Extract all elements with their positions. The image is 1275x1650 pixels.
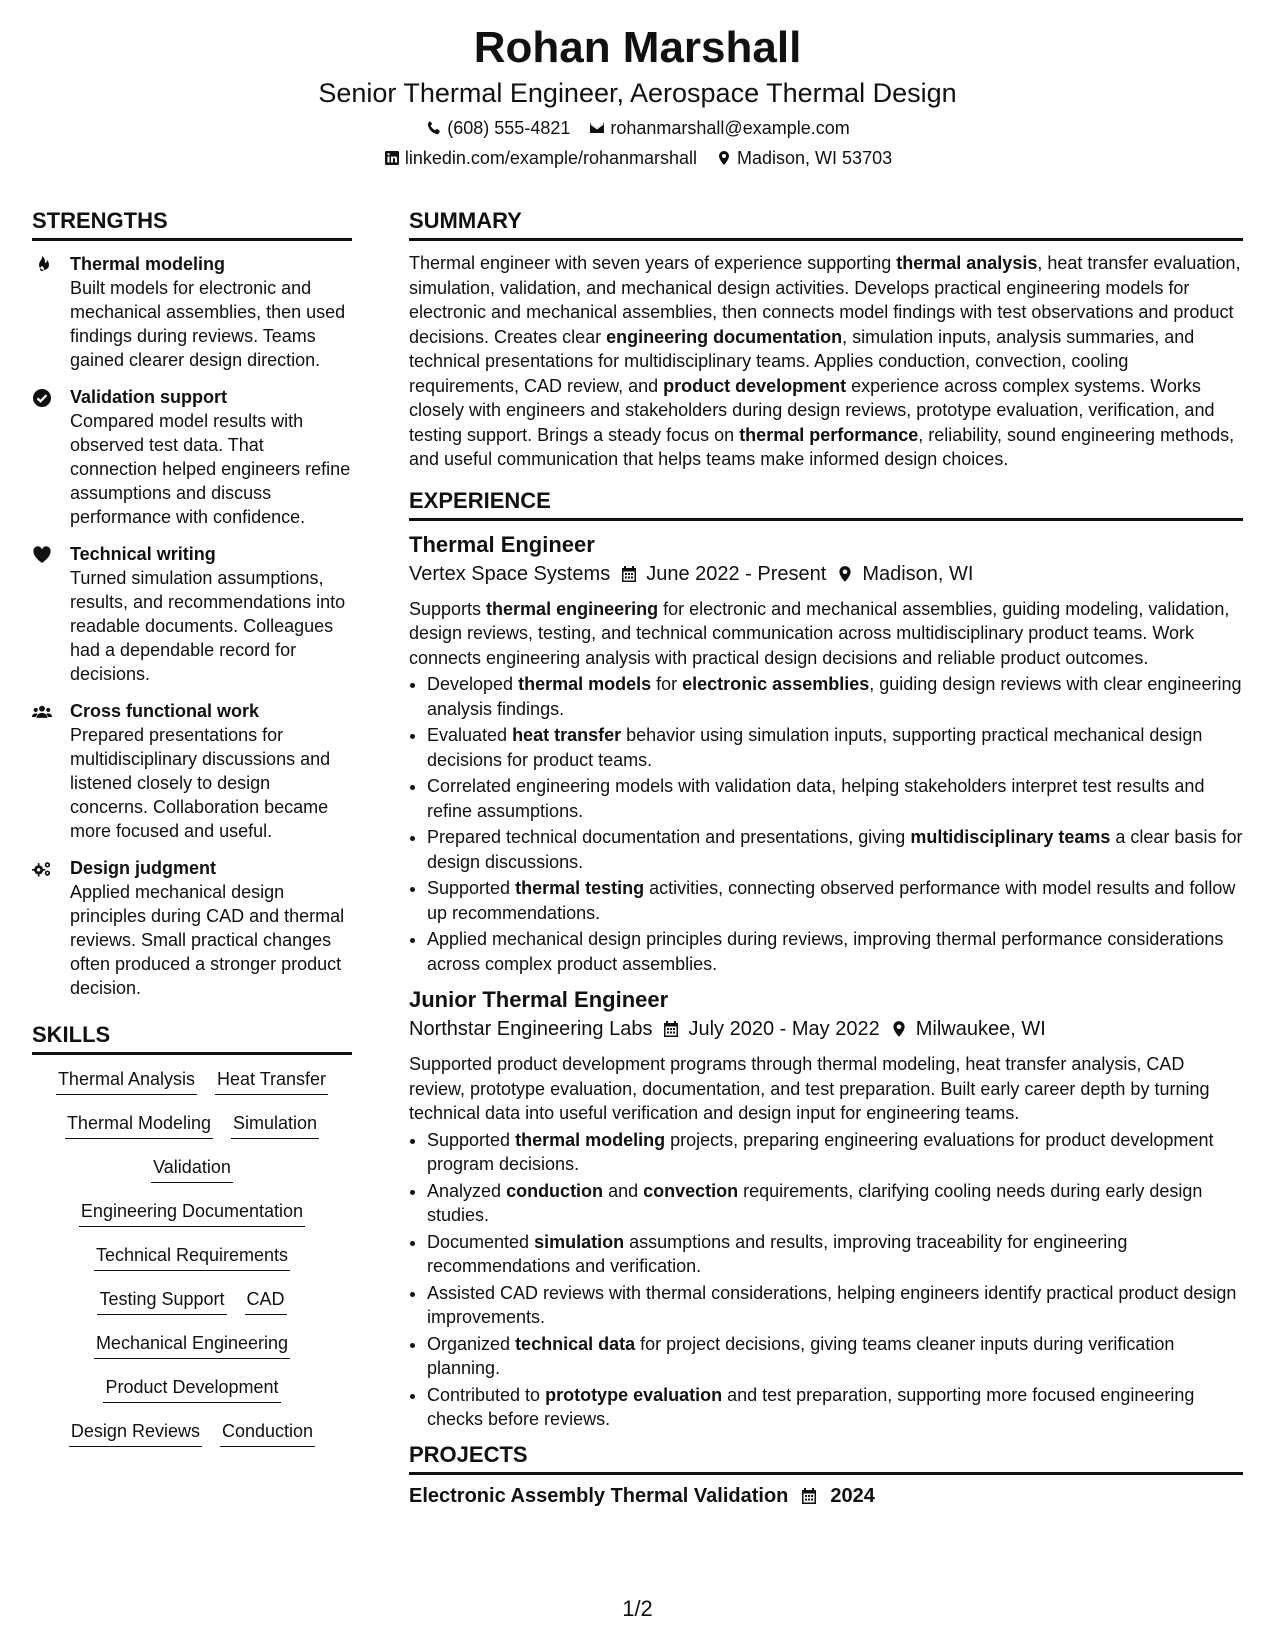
text-segment: and test preparation, supporting more focused engineering checks before reviews. (427, 1384, 1195, 1429)
email-text: rohanmarshall@example.com (610, 118, 850, 138)
heart-icon (32, 543, 70, 686)
skill-row (97, 1287, 286, 1315)
skill-row (69, 1419, 315, 1447)
bold-text: thermal modeling (515, 1129, 666, 1150)
text-segment: assumptions and results, improving traceability for engineering recommendations and verification. (427, 1231, 1128, 1276)
bold-text: thermal testing (515, 878, 645, 898)
text-segment: a clear basis for design discussions. (427, 827, 1243, 872)
job-bullet (427, 927, 1243, 976)
skill-tag: Testing Support (97, 1287, 226, 1315)
text-segment: Evaluated (427, 725, 513, 745)
left-column (32, 208, 352, 1447)
text-segment: Thermal engineer with seven years of experience supporting (409, 253, 897, 273)
skill-tag: CAD (245, 1287, 287, 1315)
flame-icon (32, 253, 70, 372)
strength-item (32, 543, 352, 686)
strength-title: Design judgment (70, 858, 217, 878)
job-location-text: Madison, WI (862, 562, 974, 585)
skill-tag: Technical Requirements (94, 1243, 290, 1271)
job-bullet (427, 1230, 1243, 1279)
text-segment: projects, preparing engineering evaluations for product development program decisions. (427, 1129, 1214, 1174)
text-segment: Contributed to (427, 1384, 546, 1405)
text-segment: Assisted CAD reviews with thermal considerations, helping engineers identify practical product design improvements. (427, 1282, 1237, 1327)
calendar-icon (662, 1020, 680, 1038)
text-segment: , simulation inputs, analysis summaries, and technical presentations for multidisciplinary teams. Applies conduction, convection, cooling requirements, CAD review, and (409, 326, 1195, 396)
job-bullet (427, 876, 1243, 925)
job-entry (409, 531, 1243, 977)
text-segment: , reliability, sound engineering methods, and useful communication that helps teams make informed design choices. (409, 424, 1235, 469)
bold-text: heat transfer (512, 725, 622, 745)
linkedin-icon (383, 149, 401, 167)
project-entry (409, 1485, 1243, 1508)
strength-title: Technical writing (70, 544, 216, 564)
text-segment: Correlated engineering models with validation data, helping stakeholders interpret test results and refine assumptions. (427, 776, 1205, 821)
job-intro (409, 1052, 1243, 1126)
strength-body (70, 543, 352, 686)
job-bullet (427, 1179, 1243, 1228)
text-segment: Analyzed (427, 1180, 507, 1201)
job-dates (662, 1016, 879, 1042)
strength-body (70, 253, 352, 372)
envelope-icon (588, 119, 606, 137)
experience-heading: EXPERIENCE (409, 488, 1243, 521)
linkedin-contact[interactable] (383, 146, 697, 170)
bold-text: thermal models (518, 674, 652, 694)
text-segment: Supported product development programs through thermal modeling, heat transfer analysis, CAD review, prototype evaluation, documentation, and test preparation. Built early career depth by turning technical data into useful verification and design input for engineering teams. (409, 1054, 1210, 1123)
skill-tag: Validation (151, 1155, 233, 1183)
text-segment: for project decisions, giving teams cleaner inputs during verification planning. (427, 1333, 1175, 1378)
bold-text: conduction (506, 1180, 604, 1201)
map-pin-icon (836, 565, 854, 583)
job-location-text: Milwaukee, WI (915, 1018, 1046, 1040)
skill-tag: Design Reviews (69, 1419, 202, 1447)
candidate-headline: Senior Thermal Engineer, Aerospace Thermal Design (318, 78, 957, 108)
bold-text: engineering documentation (606, 326, 843, 347)
gears-icon (32, 857, 70, 1000)
skill-tag: Product Development (103, 1375, 280, 1403)
job-title: Junior Thermal Engineer (409, 987, 669, 1012)
resume-header (0, 0, 1275, 170)
text-segment: activities, connecting observed performance with model results and follow up recommendations. (427, 878, 1236, 923)
strengths-list (32, 253, 352, 1000)
text-segment: Supports (409, 598, 487, 619)
job-dates (620, 561, 826, 587)
bold-text: product development (663, 375, 847, 396)
strength-description: Applied mechanical design principles during CAD and thermal reviews. Small practical changes often produced a stronger product decision. (70, 882, 345, 998)
strength-title: Validation support (70, 387, 228, 407)
text-segment: Supported (427, 878, 516, 898)
bold-text: electronic assemblies (682, 674, 870, 694)
job-title: Thermal Engineer (409, 531, 595, 557)
users-icon (32, 700, 70, 843)
job-location (836, 561, 973, 587)
text-segment: and (603, 1180, 644, 1201)
project-title: Electronic Assembly Thermal Validation (409, 1484, 789, 1507)
strength-body (70, 700, 352, 843)
right-column (409, 208, 1243, 1508)
job-company: Vertex Space Systems (409, 562, 611, 585)
strength-item (32, 386, 352, 529)
strength-item (32, 857, 352, 1000)
text-segment: Supported (427, 1129, 516, 1150)
text-segment: , guiding design reviews with clear engineering analysis findings. (427, 674, 1242, 719)
phone-text: (608) 555-4821 (447, 118, 571, 138)
job-dates-text: July 2020 - May 2022 (688, 1018, 880, 1040)
job-bullets (409, 672, 1243, 976)
skill-tag: Conduction (220, 1419, 315, 1447)
experience-list (409, 531, 1243, 1432)
bold-text: prototype evaluation (545, 1384, 723, 1405)
location-contact (715, 146, 892, 170)
strength-item (32, 253, 352, 372)
text-segment: for electronic and mechanical assemblies, guiding modeling, validation, design reviews, testing, and technical communication across multidisciplinary product teams. Work connects engineering analysis with practical design decisions and reliable product outcomes. (409, 598, 1230, 668)
candidate-name: Rohan Marshall (473, 23, 802, 72)
strength-description: Compared model results with observed test data. That connection helped engineers refine assumptions and discuss performance with confidence. (70, 411, 351, 527)
bold-text: convection (643, 1180, 739, 1201)
phone-contact (425, 116, 570, 140)
skill-row (151, 1155, 233, 1183)
skill-tag: Simulation (231, 1111, 319, 1139)
text-segment: , heat transfer evaluation, simulation, validation, and mechanical design activities. Develops practical engineering models for electronic and mechanical assemblies, then connects model findings with test observations and product decisions. Creates clear (409, 253, 1241, 347)
contact-row-2 (0, 146, 1275, 170)
job-bullet (427, 723, 1243, 772)
skill-tag: Thermal Modeling (65, 1111, 213, 1139)
bold-text: multidisciplinary teams (910, 827, 1111, 847)
strength-body (70, 386, 352, 529)
job-bullet (427, 1281, 1243, 1330)
projects-list (409, 1485, 1243, 1508)
text-segment: Developed (427, 674, 519, 694)
text-segment: Applied mechanical design principles during reviews, improving thermal performance considerations across complex product assemblies. (427, 929, 1224, 974)
project-year: 2024 (830, 1484, 875, 1507)
strength-description: Turned simulation assumptions, results, and recommendations into readable documents. Colleagues had a dependable record for decisions. (70, 568, 346, 684)
skill-tag: Thermal Analysis (56, 1067, 197, 1095)
check-circle-icon (32, 386, 70, 529)
job-bullet (427, 774, 1243, 823)
contact-row-1 (0, 116, 1275, 140)
bold-text: thermal engineering (486, 598, 659, 619)
bold-text: thermal analysis (896, 253, 1038, 273)
strength-description: Prepared presentations for multidisciplinary discussions and listened closely to design concerns. Collaboration became more focused and useful. (70, 725, 331, 841)
email-contact[interactable] (588, 116, 849, 140)
skills-heading: SKILLS (32, 1022, 352, 1055)
job-company: Northstar Engineering Labs (409, 1018, 653, 1040)
calendar-icon (800, 1487, 818, 1505)
skill-tag: Heat Transfer (215, 1067, 328, 1095)
strength-description: Built models for electronic and mechanical assemblies, then used findings during reviews. Teams gained clearer design direction. (70, 278, 346, 370)
strength-item (32, 700, 352, 843)
skill-row (56, 1067, 328, 1095)
linkedin-text: linkedin.com/example/rohanmarshall (404, 148, 698, 168)
skill-row (103, 1375, 280, 1403)
map-pin-icon (715, 149, 733, 167)
skill-row (79, 1199, 305, 1227)
text-segment: experience across complex systems. Works closely with engineers and stakeholders during design reviews, prototype evaluation, verification, and testing support. Brings a steady focus on (409, 375, 1215, 445)
projects-heading: PROJECTS (409, 1442, 1243, 1475)
text-segment: Prepared technical documentation and presentations, giving (427, 827, 911, 847)
job-bullet (427, 1383, 1243, 1432)
location-text: Madison, WI 53703 (737, 148, 893, 168)
job-bullet (427, 825, 1243, 874)
bold-text: simulation (534, 1231, 625, 1252)
page-number: 1/2 (622, 1596, 653, 1621)
map-pin-icon (890, 1020, 908, 1038)
text-segment: behavior using simulation inputs, supporting practical mechanical design decisions for product teams. (427, 725, 1203, 770)
strength-body (70, 857, 352, 1000)
bold-text: technical data (515, 1333, 636, 1354)
skill-row (65, 1111, 319, 1139)
job-dates-text: June 2022 - Present (646, 562, 827, 585)
skill-tag: Mechanical Engineering (94, 1331, 290, 1359)
text-segment: Organized (427, 1333, 516, 1354)
text-segment: requirements, clarifying cooling needs during early design studies. (427, 1180, 1203, 1225)
strength-title: Cross functional work (70, 701, 260, 721)
summary-heading: SUMMARY (409, 208, 1243, 241)
job-entry (409, 986, 1243, 1432)
skills-list (32, 1067, 352, 1447)
text-segment: for (651, 674, 683, 694)
skill-row (94, 1243, 290, 1271)
job-meta (409, 561, 1243, 587)
strengths-heading: STRENGTHS (32, 208, 352, 241)
job-bullet (427, 1128, 1243, 1177)
job-bullet (427, 1332, 1243, 1381)
skill-row (94, 1331, 290, 1359)
skill-tag: Engineering Documentation (79, 1199, 305, 1227)
summary-text (409, 251, 1243, 472)
job-meta (409, 1016, 1243, 1042)
calendar-icon (620, 565, 638, 583)
job-bullets (409, 1128, 1243, 1432)
job-bullet (427, 672, 1243, 721)
strength-title: Thermal modeling (70, 254, 226, 274)
job-location (890, 1016, 1046, 1042)
job-intro (409, 597, 1243, 671)
text-segment: Documented (427, 1231, 535, 1252)
phone-icon (425, 119, 443, 137)
bold-text: thermal performance (739, 424, 919, 445)
